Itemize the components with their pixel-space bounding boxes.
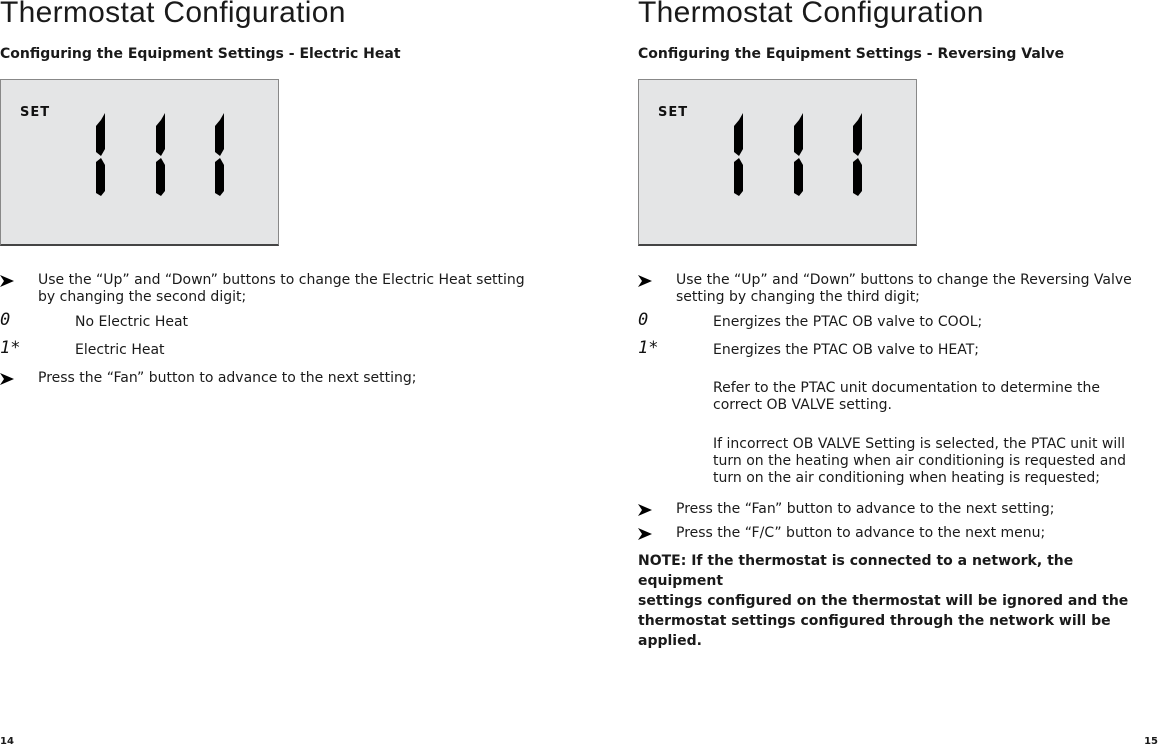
lcd-set-label: SET <box>658 105 689 120</box>
paragraph-line: turn on the air conditioning when heating is requested; <box>713 470 1100 486</box>
page-number: 14 <box>0 736 14 747</box>
paragraph-line: Refer to the PTAC unit documentation to determine the <box>713 380 1100 396</box>
lcd-digit-1 <box>96 113 105 196</box>
note-line: settings configured on the thermostat will be ignored and the <box>638 593 1129 609</box>
instruction-item <box>638 525 1162 545</box>
lcd-digit-readout <box>1 80 280 247</box>
instruction-item <box>638 501 1162 521</box>
option-code: 1* <box>0 338 21 358</box>
paragraph-line: correct OB VALVE setting. <box>713 397 892 413</box>
option-description: No Electric Heat <box>75 314 189 330</box>
advance-fc-instruction: Press the “F/C” button to advance to the next menu; <box>676 525 1046 541</box>
option-code: 0 <box>638 310 649 330</box>
option-description: Electric Heat <box>75 342 165 358</box>
instruction-item <box>638 272 1162 308</box>
note-line: NOTE: If the thermostat is connected to a network, the equipment <box>638 553 1074 589</box>
note-line: thermostat settings configured through the network will be applied. <box>638 613 1111 649</box>
instruction-item <box>0 272 560 308</box>
network-note <box>638 551 1158 651</box>
option-code: 0 <box>0 310 11 330</box>
page-title: Thermostat Configuration <box>638 0 984 29</box>
option-code: 1* <box>638 338 659 358</box>
option-description: Energizes the PTAC OB valve to HEAT; <box>713 342 980 358</box>
thermostat-lcd-display <box>638 79 917 246</box>
instruction-line: by changing the second digit; <box>38 289 247 305</box>
lcd-digit-1 <box>734 113 743 196</box>
lcd-digit-3 <box>215 113 224 196</box>
lcd-digit-2 <box>156 113 165 196</box>
lcd-digit-2 <box>794 113 803 196</box>
instruction-line: Use the “Up” and “Down” buttons to change the Reversing Valve <box>676 272 1132 288</box>
instruction-item <box>0 370 560 390</box>
instruction-line: setting by changing the third digit; <box>676 289 920 305</box>
arrowhead-bullet-icon <box>0 373 14 385</box>
paragraph-line: If incorrect OB VALVE Setting is selected, the PTAC unit will <box>713 436 1126 452</box>
incorrect-setting-paragraph <box>713 436 1162 487</box>
thermostat-lcd-display <box>0 79 279 246</box>
right-page <box>638 0 1162 749</box>
page-number: 15 <box>1144 736 1158 747</box>
arrowhead-bullet-icon <box>0 275 14 287</box>
option-row <box>0 312 400 332</box>
section-subtitle: Configuring the Equipment Settings - Electric Heat <box>0 46 401 62</box>
lcd-digit-readout <box>639 80 918 247</box>
paragraph-line: turn on the heating when air conditioning is requested and <box>713 453 1127 469</box>
arrowhead-bullet-icon <box>638 504 652 516</box>
option-description: Energizes the PTAC OB valve to COOL; <box>713 314 983 330</box>
option-row <box>0 340 400 360</box>
advance-fan-instruction: Press the “Fan” button to advance to the next setting; <box>676 501 1055 517</box>
instruction-line: Use the “Up” and “Down” buttons to change the Electric Heat setting <box>38 272 525 288</box>
refer-paragraph <box>713 380 1162 414</box>
lcd-set-label: SET <box>20 105 51 120</box>
arrowhead-bullet-icon <box>638 528 652 540</box>
lcd-digit-3 <box>853 113 862 196</box>
left-page <box>0 0 560 749</box>
advance-instruction: Press the “Fan” button to advance to the next setting; <box>38 370 417 386</box>
section-subtitle: Configuring the Equipment Settings - Reversing Valve <box>638 46 1065 62</box>
option-row <box>638 340 1138 360</box>
option-row <box>638 312 1138 332</box>
arrowhead-bullet-icon <box>638 275 652 287</box>
page-title: Thermostat Configuration <box>0 0 346 29</box>
